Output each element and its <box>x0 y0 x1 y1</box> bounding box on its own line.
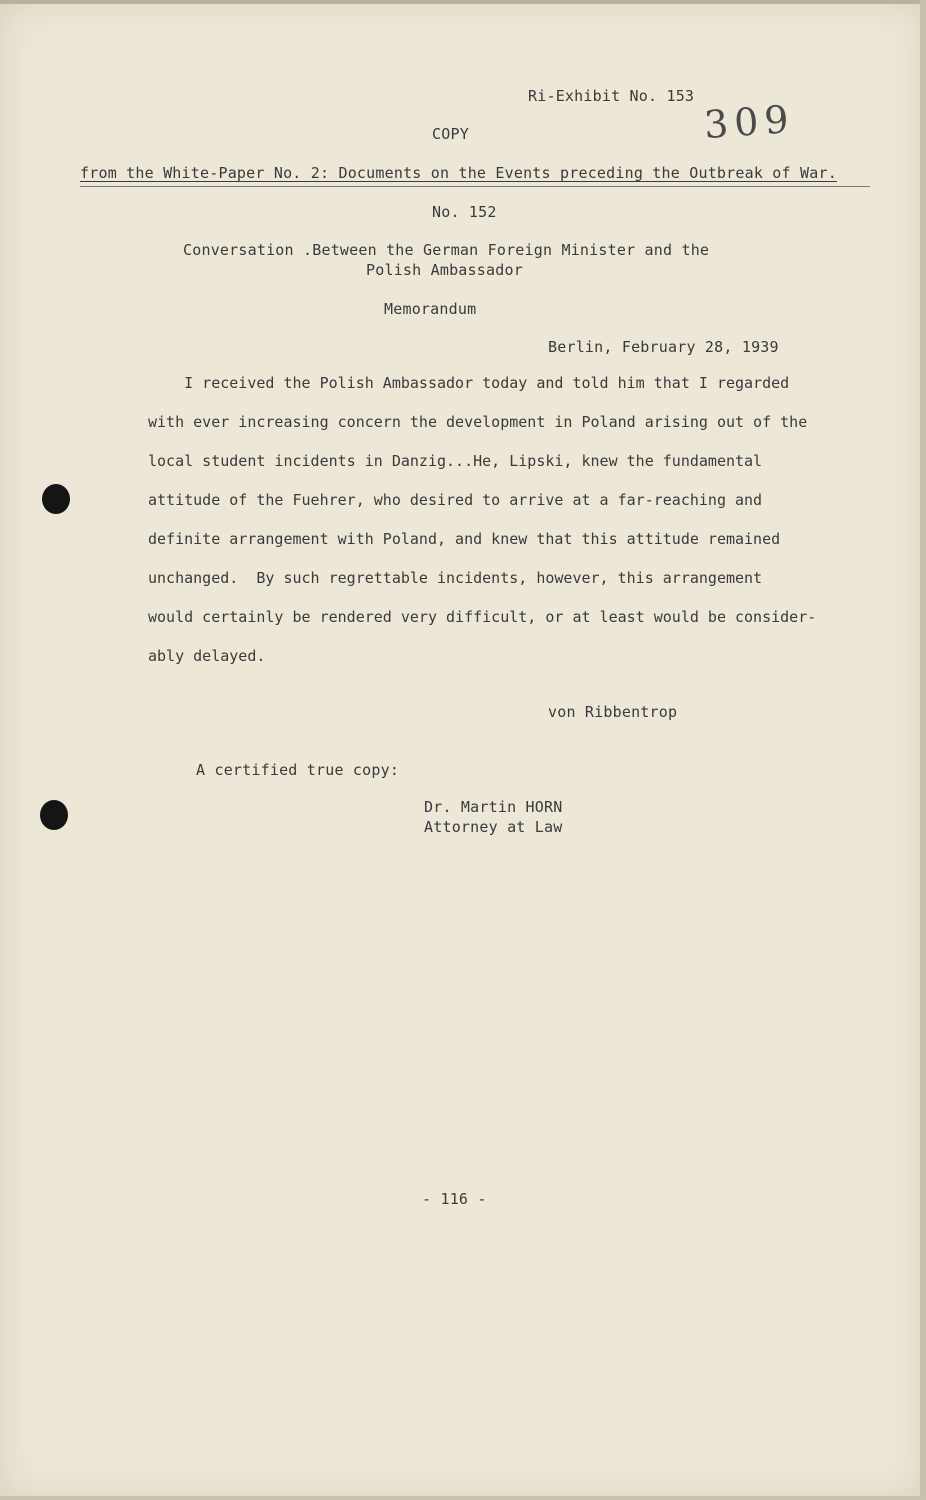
document-header: from the White-Paper No. 2: Documents on the Events preceding the Outbreak of War. <box>80 164 837 182</box>
copy-label: COPY <box>432 125 469 143</box>
punch-hole <box>40 800 68 830</box>
body-line: unchanged. By such regrettable incidents, however, this arrangement <box>148 569 763 587</box>
body-line: I received the Polish Ambassador today and told him that I regarded <box>148 374 790 392</box>
handwritten-number: 309 <box>702 96 796 148</box>
punch-hole <box>42 484 70 514</box>
certification-line: A certified true copy: <box>196 761 400 779</box>
date-line: Berlin, February 28, 1939 <box>548 338 779 356</box>
memorandum-subtitle: Memorandum <box>384 300 477 318</box>
body-line: definite arrangement with Poland, and knew that this attitude remained <box>148 530 781 548</box>
title-line-1: Conversation .Between the German Foreign Minister and the <box>183 241 710 259</box>
exhibit-label: Ri-Exhibit No. 153 <box>528 87 695 105</box>
body-line: local student incidents in Danzig...He, Lipski, knew the fundamental <box>148 452 763 470</box>
body-line: would certainly be rendered very difficult, or at least would be consider- <box>148 608 817 626</box>
body-line: attitude of the Fuehrer, who desired to arrive at a far-reaching and <box>148 491 763 509</box>
document-number: No. 152 <box>432 203 497 221</box>
header-rule <box>80 186 870 187</box>
title-line-2: Polish Ambassador <box>366 261 523 279</box>
page-edge <box>920 0 926 1500</box>
certifier-name: Dr. Martin HORN <box>424 798 563 816</box>
page-number: - 116 - <box>422 1190 487 1208</box>
body-line: with ever increasing concern the development in Poland arising out of the <box>148 413 808 431</box>
signature: von Ribbentrop <box>548 703 678 721</box>
body-line: ably delayed. <box>148 647 266 665</box>
certifier-title: Attorney at Law <box>424 818 563 836</box>
